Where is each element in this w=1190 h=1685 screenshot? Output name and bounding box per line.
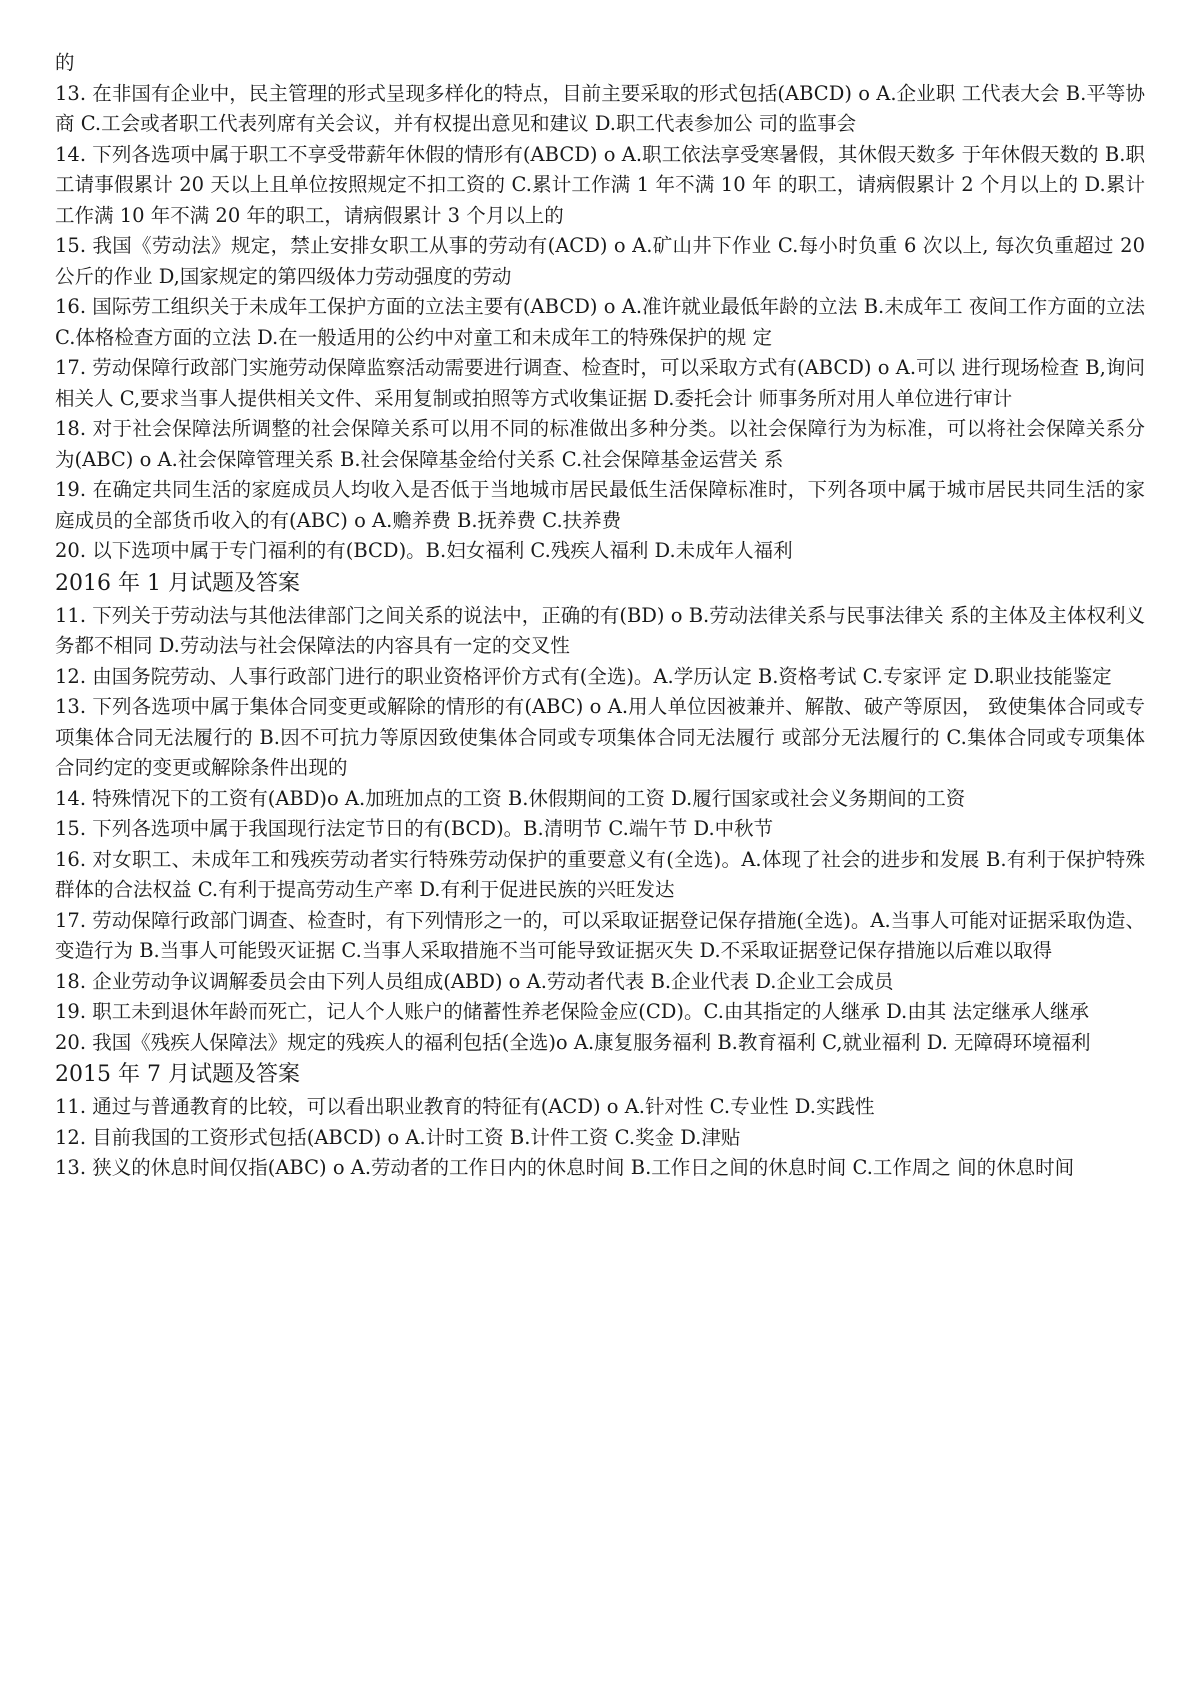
document-page: [55, 48, 1145, 1184]
question-13-2015-07: 13. 狭义的休息时间仅指(ABC) o A.劳动者的工作日内的休息时间 B.工作日之间的休息时间 C.工作周之 间的休息时间: [55, 1156, 1075, 1179]
question-14-2016-07: 14. 下列各选项中属于职工不享受带薪年休假的情形有(ABCD) o A.职工依法享受寒暑假，其休假天数多 于年休假天数的 B.职工请事假累计 20 天以上且单位按照规定不扣工资的 C.累计工作满 1 年不满 10 年 的职工，请病假累计 2 个月以上的 D.累计工作满 10 年不满 20 年的职工，请病假累计 3 个月以上的: [55, 142, 1145, 227]
question-18-2016-07: 18. 对于社会保障法所调整的社会保障关系可以用不同的标准做出多种分类。以社会保障行为为标准，可以将社会保障关系分为(ABC) o A.社会保障管理关系 B.社会保障基金给付关系 C.社会保障基金运营关 系: [55, 417, 1145, 471]
question-14-2016-01: 14. 特殊情况下的工资有(ABD)o A.加班加点的工资 B.休假期间的工资 D.履行国家或社会义务期间的工资: [55, 786, 966, 810]
question-20-2016-07: 20. 以下选项中属于专门福利的有(BCD)。B.妇女福利 C.残疾人福利 D.未成年人福利: [55, 539, 793, 562]
section-heading-2015-07: 2015 年 7 月试题及答案: [55, 1062, 300, 1087]
question-18-2016-01: 18. 企业劳动争议调解委员会由下列人员组成(ABD) o A.劳动者代表 B.企业代表 D.企业工会成员: [55, 969, 894, 993]
question-13-2016-07: 13. 在非国有企业中，民主管理的形式呈现多样化的特点，目前主要采取的形式包括(ABCD) o A.企业职 工代表大会 B.平等协商 C.工会或者职工代表列席有关会议，并有权提出意见和建议 D.职工代表参加公 司的监事会: [55, 81, 1145, 135]
question-15-2016-07: 15. 我国《劳动法》规定，禁止安排女职工从事的劳动有(ACD) o A.矿山井下作业 C.每小时负重 6 次以上, 每次负重超过 20 公斤的作业 D,国家规定的第四级体力劳动强度的劳动: [55, 234, 1145, 288]
question-15-2016-01: 15. 下列各选项中属于我国现行法定节日的有(BCD)。B.清明节 C.端午节 D.中秋节: [55, 817, 774, 840]
question-11-2016-01: 11. 下列关于劳动法与其他法律部门之间关系的说法中，正确的有(BD) o B.劳动法律关系与民事法律关 系的主体及主体权利义务都不相同 D.劳动法与社会保障法的内容具有一定的交叉性: [55, 603, 1145, 657]
question-20-2016-01: 20. 我国《残疾人保障法》规定的残疾人的福利包括(全选)o A.康复服务福利 B.教育福利 C,就业福利 D. 无障碍环境福利: [55, 1030, 1091, 1054]
question-11-2015-07: 11. 通过与普通教育的比较，可以看出职业教育的特征有(ACD) o A.针对性 C.专业性 D.实践性: [55, 1095, 875, 1118]
question-16-2016-07: 16. 国际劳工组织关于未成年工保护方面的立法主要有(ABCD) o A.准许就业最低年龄的立法 B.未成年工 夜间工作方面的立法 C.体格检查方面的立法 D.在一般适用的公约中对童工和未成年工的特殊保护的规 定: [55, 295, 1145, 349]
question-12-2015-07: 12. 目前我国的工资形式包括(ABCD) o A.计时工资 B.计件工资 C.奖金 D.津贴: [55, 1125, 741, 1149]
question-19-2016-01: 19. 职工未到退休年龄而死亡，记人个人账户的储蓄性养老保险金应(CD)。C.由其指定的人继承 D.由其 法定继承人继承: [55, 1000, 1089, 1023]
question-17-2016-01: 17. 劳动保障行政部门调查、检查时，有下列情形之一的，可以采取证据登记保存措施(全选)。A.当事人可能对证据采取伪造、变造行为 B.当事人可能毁灭证据 C.当事人采取措施不当可能导致证据灭失 D.不采取证据登记保存措施以后难以取得: [55, 908, 1145, 962]
question-13-2016-01: 13. 下列各选项中属于集体合同变更或解除的情形的有(ABC) o A.用人单位因被兼并、解散、破产等原因， 致使集体合同或专项集体合同无法履行的 B.因不可抗力等原因致使集体合同或专项集体合同无法履行 或部分无法履行的 C.集体合同或专项集体合同约定的变更或解除条件出现的: [55, 695, 1145, 779]
question-12-2016-01: 12. 由国务院劳动、人事行政部门进行的职业资格评价方式有(全选)。A.学历认定 B.资格考试 C.专家评 定 D.职业技能鉴定: [55, 664, 1112, 688]
continued-fragment: 的: [55, 51, 75, 74]
question-16-2016-01: 16. 对女职工、未成年工和残疾劳动者实行特殊劳动保护的重要意义有(全选)。A.体现了社会的进步和发展 B.有利于保护特殊群体的合法权益 C.有利于提高劳动生产率 D.有利于促进民族的兴旺发达: [55, 847, 1145, 901]
section-heading-2016-01: 2016 年 1 月试题及答案: [55, 570, 300, 596]
question-17-2016-07: 17. 劳动保障行政部门实施劳动保障监察活动需要进行调查、检查时，可以采取方式有(ABCD) o A.可以 进行现场检查 B,询问相关人 C,要求当事人提供相关文件、采用复制或拍照等方式收集证据 D.委托会计 师事务所对用人单位进行审计: [55, 356, 1145, 410]
question-19-2016-07: 19. 在确定共同生活的家庭成员人均收入是否低于当地城市居民最低生活保障标准时，下列各项中属于城市居民共同生活的家庭成员的全部货币收入的有(ABC) o A.赡养费 B.抚养费 C.扶养费: [55, 478, 1145, 532]
